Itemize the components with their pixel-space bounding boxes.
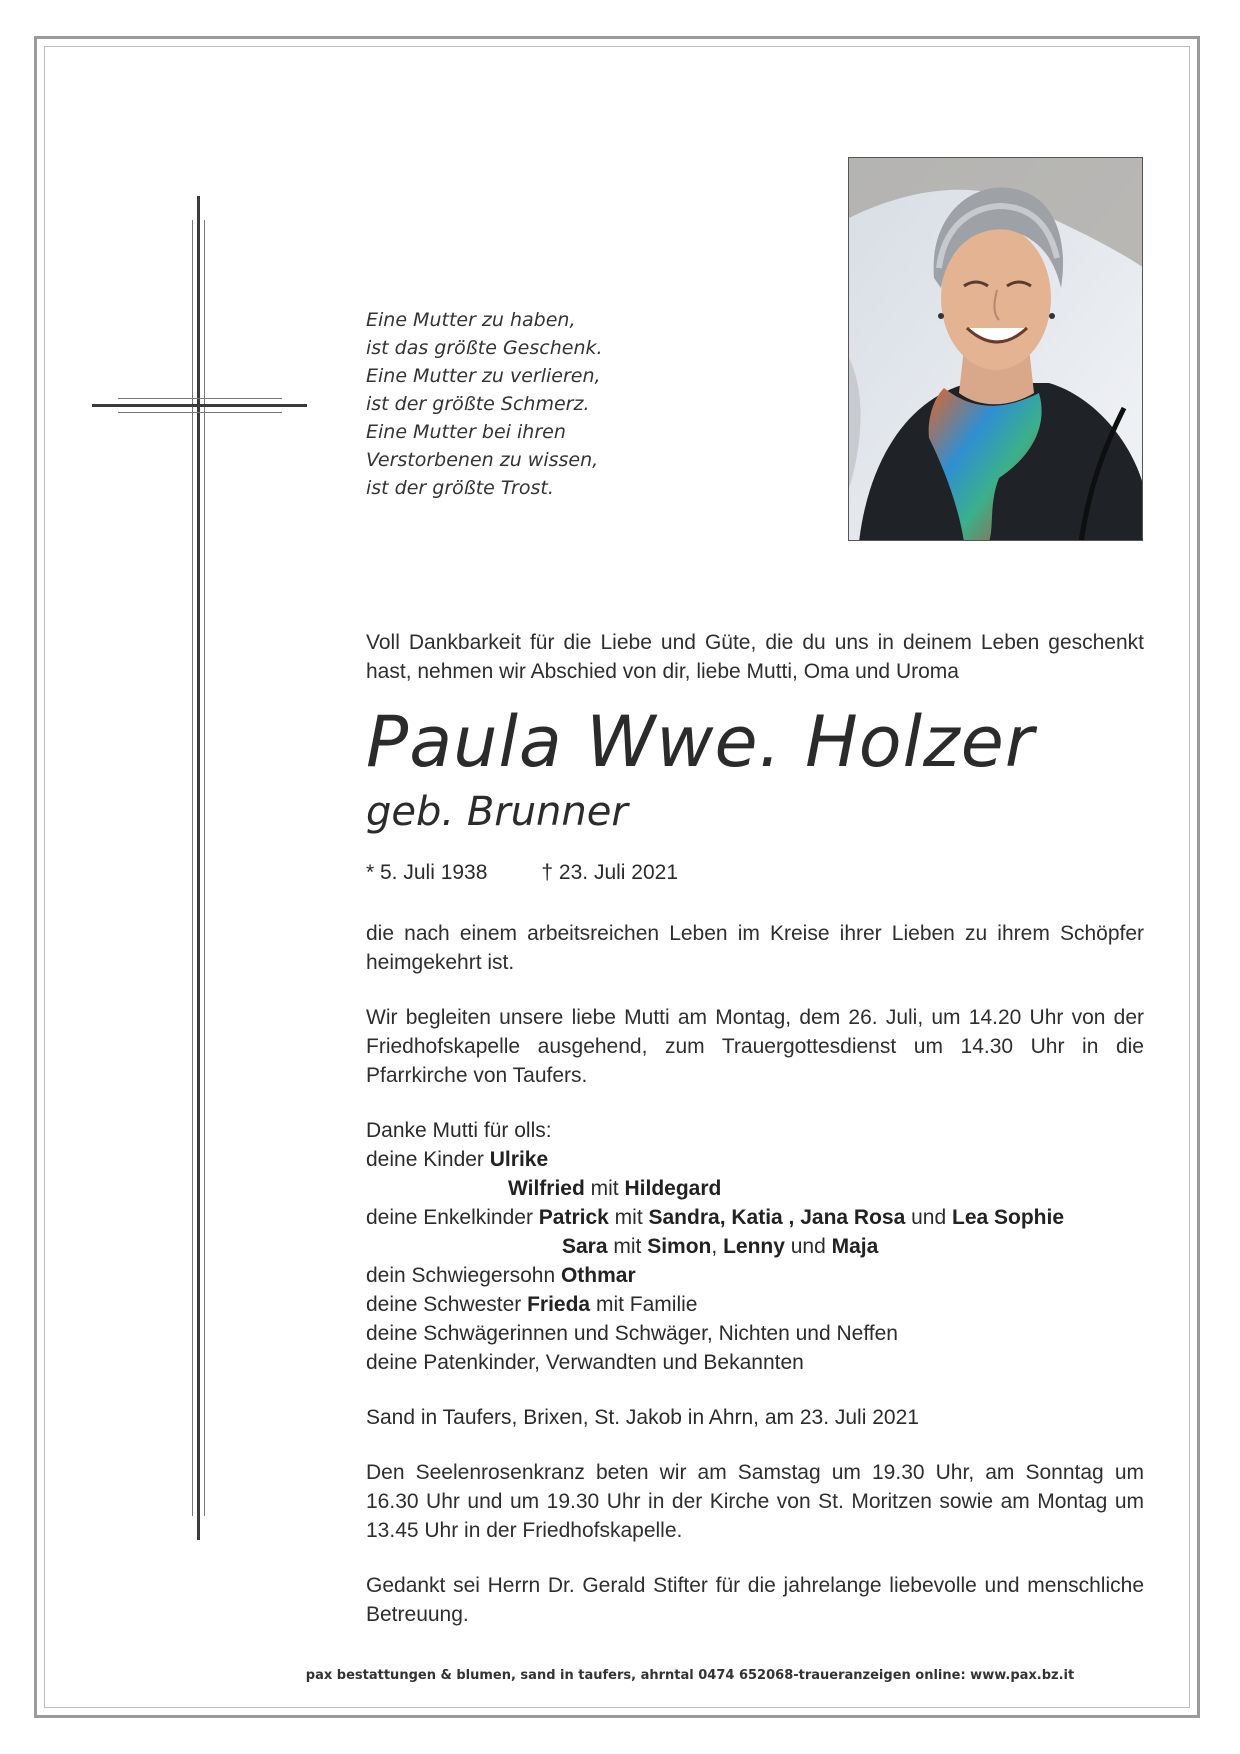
maiden-name: geb. Brunner	[366, 789, 628, 835]
poem-line: ist der größte Schmerz.	[366, 393, 590, 415]
sister-suffix: mit Familie	[590, 1293, 698, 1316]
place-date: Sand in Taufers, Brixen, St. Jakob in Ahrn, am 23. Juli 2021	[366, 1406, 919, 1429]
family-grandchildren-2	[366, 1232, 1144, 1261]
grandchild-names: Sandra, Katia , Jana Rosa	[648, 1206, 906, 1229]
poem-line: Verstorbenen zu wissen,	[366, 449, 599, 471]
grandchild-name: Sara	[562, 1235, 608, 1258]
portrait-illustration	[849, 158, 1143, 541]
rosary-text: Den Seelenrosenkranz beten wir am Samstag um 19.30 Uhr, am Sonntag um 16.30 Uhr und um 19.30 Uhr in der Kirche von St. Moritzen sowie am Montag um 13.45 Uhr in der Friedhofskapelle.	[366, 1461, 1144, 1542]
soninlaw-prefix: dein Schwiegersohn	[366, 1264, 561, 1287]
connector: mit	[608, 1206, 649, 1229]
birth-date: * 5. Juli 1938	[366, 861, 488, 884]
children-prefix: deine Kinder	[366, 1148, 490, 1171]
poem-line: ist das größte Geschenk.	[366, 337, 603, 359]
funeral-text: Wir begleiten unsere liebe Mutti am Montag, dem 26. Juli, um 14.20 Uhr von der Friedhofskapelle ausgehend, zum Trauergottesdienst um 14.30 Uhr in die Pfarrkirche von Taufers.	[366, 1006, 1144, 1087]
family-grandchildren	[366, 1203, 1144, 1232]
grandchild-name: Lea Sophie	[952, 1206, 1065, 1229]
obituary-body	[366, 628, 1144, 1655]
poem-line: Eine Mutter zu verlieren,	[366, 365, 601, 387]
soninlaw-name: Othmar	[560, 1264, 636, 1287]
connector: ,	[711, 1235, 724, 1258]
family-list	[366, 1116, 1144, 1377]
family-soninlaw	[366, 1261, 1144, 1290]
poem-line: Eine Mutter zu haben,	[366, 309, 576, 331]
life-dates	[366, 858, 1144, 887]
family-thanks: Danke Mutti für olls:	[366, 1119, 552, 1142]
great-grandchild-name: Lenny	[723, 1235, 785, 1258]
family-children	[366, 1145, 1144, 1174]
poem	[366, 306, 746, 502]
connector: und	[905, 1206, 952, 1229]
footer-text: pax bestattungen & blumen, sand in taufers, ahrntal 0474 652068-traueranzeigen online: www.pax.bz.it	[305, 1668, 1075, 1683]
poem-line: Eine Mutter bei ihren	[366, 421, 566, 443]
grandchildren-prefix: deine Enkelkinder	[366, 1206, 539, 1229]
child-name: Wilfried	[508, 1177, 585, 1200]
family-inlaws: deine Schwägerinnen und Schwäger, Nichten und Neffen	[366, 1322, 898, 1345]
deceased-name: Paula Wwe. Holzer	[366, 701, 1035, 783]
connector: und	[784, 1235, 832, 1258]
connector: mit	[607, 1235, 648, 1258]
partner-name: Simon	[647, 1235, 712, 1258]
family-godchildren: deine Patenkinder, Verwandten und Bekannten	[366, 1351, 804, 1374]
intro-text: Voll Dankbarkeit für die Liebe und Güte, die du uns in deinem Leben geschenkt hast, nehmen wir Abschied von dir, liebe Mutti, Oma und Uroma	[366, 631, 1144, 683]
family-sister	[366, 1290, 1144, 1319]
passage-text: die nach einem arbeitsreichen Leben im Kreise ihrer Lieben zu ihrem Schöpfer heimgekehrt ist.	[366, 922, 1144, 974]
death-date: † 23. Juli 2021	[541, 861, 679, 884]
grandchild-name: Patrick	[538, 1206, 609, 1229]
sister-name: Frieda	[527, 1293, 591, 1316]
poem-line: ist der größte Trost.	[366, 477, 554, 499]
great-grandchild-name: Maja	[831, 1235, 879, 1258]
child-name: Ulrike	[489, 1148, 549, 1171]
sister-prefix: deine Schwester	[366, 1293, 528, 1316]
portrait-photo	[848, 157, 1143, 541]
family-children-2	[366, 1174, 1144, 1203]
doctor-thanks-text: Gedankt sei Herrn Dr. Gerald Stifter für die jahrelange liebevolle und menschliche Betreuung.	[366, 1574, 1144, 1626]
connector: mit	[584, 1177, 625, 1200]
partner-name: Hildegard	[624, 1177, 722, 1200]
